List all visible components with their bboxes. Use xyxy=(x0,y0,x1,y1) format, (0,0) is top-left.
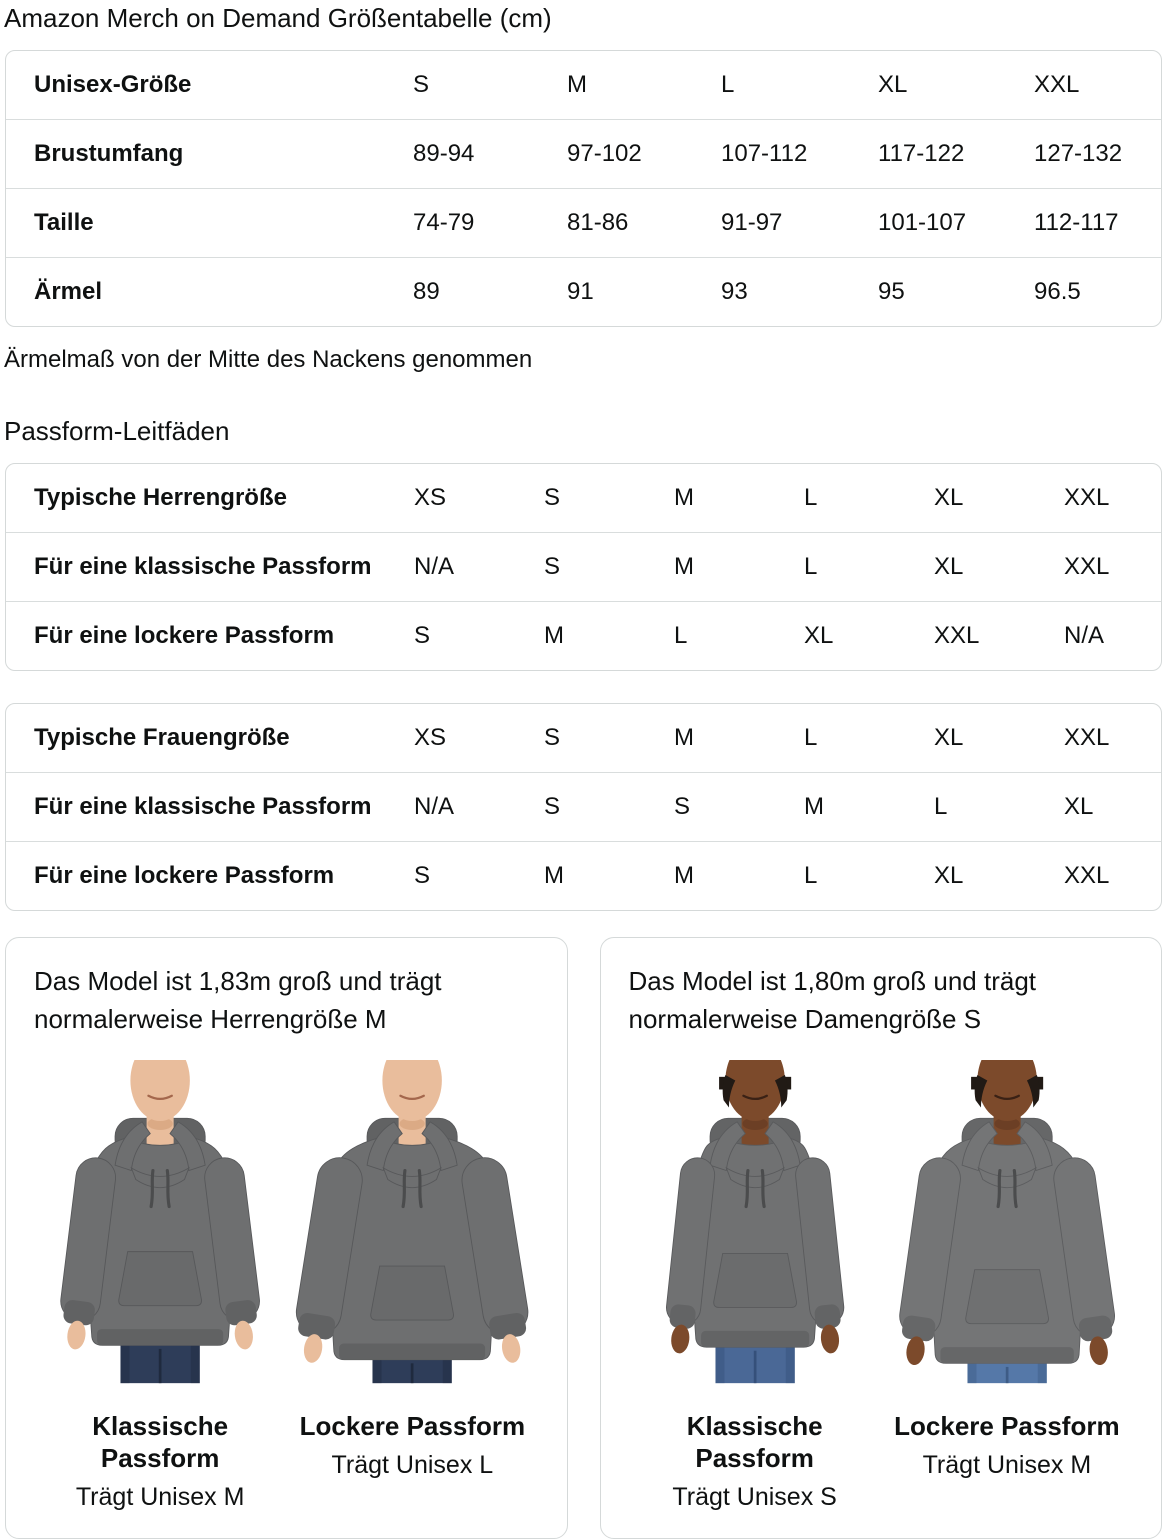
cell: XXL xyxy=(934,622,980,649)
cell: L xyxy=(804,862,818,889)
unisex-size-table xyxy=(5,50,1162,327)
row-label: Für eine lockere Passform xyxy=(34,622,335,649)
model-photo-classic-fit xyxy=(34,1060,286,1400)
size-col-header: S xyxy=(413,71,430,98)
row-label: Für eine klassische Passform xyxy=(34,793,372,820)
cell: M xyxy=(674,724,694,751)
fit-label: Lockere Passform xyxy=(299,1411,526,1441)
cell: XL xyxy=(934,484,964,511)
table-header-row xyxy=(6,51,1161,119)
caption-loose-fit xyxy=(881,1410,1133,1512)
cell: 74-79 xyxy=(413,209,475,236)
cell: S xyxy=(674,793,691,820)
cell: M xyxy=(674,484,694,511)
model-photos xyxy=(629,1060,1134,1400)
model-description: Das Model ist 1,80m groß und trägt normalerweise Damengröße S xyxy=(628,966,1037,1034)
cell: 81-86 xyxy=(567,209,629,236)
cell: 91 xyxy=(567,278,594,305)
table-row xyxy=(6,841,1161,910)
size-col-header: XXL xyxy=(1034,71,1080,98)
caption-classic-fit xyxy=(629,1410,881,1512)
cell: S xyxy=(544,724,561,751)
cell: L xyxy=(804,553,818,580)
cell: 91-97 xyxy=(721,209,783,236)
cell: XXL xyxy=(1064,553,1110,580)
caption-classic-fit xyxy=(34,1410,286,1512)
model-photos xyxy=(34,1060,539,1400)
cell: 101-107 xyxy=(878,209,967,236)
cell: M xyxy=(544,862,564,889)
cell: L xyxy=(804,484,818,511)
model-cards-row xyxy=(5,937,1162,1539)
wears-label: Trägt Unisex L xyxy=(331,1451,494,1479)
table-row xyxy=(6,464,1161,532)
model-photo-loose-fit xyxy=(881,1060,1133,1400)
cell: S xyxy=(544,793,561,820)
row-label: Brustumfang xyxy=(34,140,184,167)
page-title: Amazon Merch on Demand Größentabelle (cm) xyxy=(4,3,552,33)
model-photo-classic-fit xyxy=(629,1060,881,1400)
fit-label: Klassische Passform xyxy=(686,1411,823,1473)
cell: 107-112 xyxy=(721,140,808,167)
row-label: Für eine klassische Passform xyxy=(34,553,372,580)
women-fit-table xyxy=(5,703,1162,911)
cell: XL xyxy=(934,724,964,751)
cell: L xyxy=(674,622,688,649)
cell: 95 xyxy=(878,278,905,305)
model-captions xyxy=(34,1410,539,1512)
table-row xyxy=(6,704,1161,772)
cell: L xyxy=(804,724,818,751)
table-row xyxy=(6,532,1161,601)
fit-guides-heading: Passform-Leitfäden xyxy=(4,416,230,446)
table-row xyxy=(6,257,1161,326)
fit-label: Lockere Passform xyxy=(894,1411,1120,1441)
size-col-header: L xyxy=(721,71,735,98)
cell: S xyxy=(544,484,561,511)
cell: 96.5 xyxy=(1034,278,1081,305)
cell: XXL xyxy=(1064,484,1110,511)
size-col-header: XL xyxy=(878,71,908,98)
cell: N/A xyxy=(414,553,455,580)
cell: 117-122 xyxy=(878,140,965,167)
row-label: Taille xyxy=(34,209,94,236)
cell: XS xyxy=(414,484,447,511)
cell: 89-94 xyxy=(413,140,475,167)
model-photo-loose-fit xyxy=(286,1060,538,1400)
cell: S xyxy=(544,553,561,580)
model-captions xyxy=(629,1410,1134,1512)
cell: L xyxy=(934,793,948,820)
cell: M xyxy=(544,622,564,649)
wears-label: Trägt Unisex M xyxy=(922,1451,1092,1479)
table-row xyxy=(6,188,1161,257)
cell: N/A xyxy=(414,793,455,820)
table-row xyxy=(6,119,1161,188)
table-row xyxy=(6,772,1161,841)
cell: 112-117 xyxy=(1034,209,1119,236)
row-label: Ärmel xyxy=(34,278,103,305)
cell: 93 xyxy=(721,278,748,305)
size-col-header: M xyxy=(567,71,587,98)
cell: S xyxy=(414,862,431,889)
men-model-card xyxy=(5,937,568,1539)
wears-label: Trägt Unisex S xyxy=(672,1483,837,1511)
cell: N/A xyxy=(1064,622,1105,649)
cell: XL xyxy=(934,862,964,889)
fit-label: Klassische Passform xyxy=(92,1411,229,1473)
cell: XXL xyxy=(1064,724,1110,751)
cell: M xyxy=(674,862,694,889)
cell: XL xyxy=(1064,793,1094,820)
table-row xyxy=(6,601,1161,670)
cell: M xyxy=(804,793,824,820)
cell: XL xyxy=(804,622,834,649)
cell: XXL xyxy=(1064,862,1110,889)
cell: XL xyxy=(934,553,964,580)
model-description: Das Model ist 1,83m groß und trägt normalerweise Herrengröße M xyxy=(34,966,442,1034)
row-label: Typische Herrengröße xyxy=(34,484,287,511)
cell: 127-132 xyxy=(1034,140,1123,167)
cell: 97-102 xyxy=(567,140,642,167)
row-label: Typische Frauengröße xyxy=(34,724,290,751)
caption-loose-fit xyxy=(286,1410,538,1512)
row-label: Unisex-Größe xyxy=(34,71,192,98)
sleeve-measure-note: Ärmelmaß von der Mitte des Nackens genommen xyxy=(4,346,533,373)
cell: 89 xyxy=(413,278,440,305)
cell: S xyxy=(414,622,431,649)
wears-label: Trägt Unisex M xyxy=(75,1483,245,1511)
men-fit-table xyxy=(5,463,1162,671)
cell: XS xyxy=(414,724,447,751)
women-model-card xyxy=(600,937,1163,1539)
cell: M xyxy=(674,553,694,580)
row-label: Für eine lockere Passform xyxy=(34,862,335,889)
